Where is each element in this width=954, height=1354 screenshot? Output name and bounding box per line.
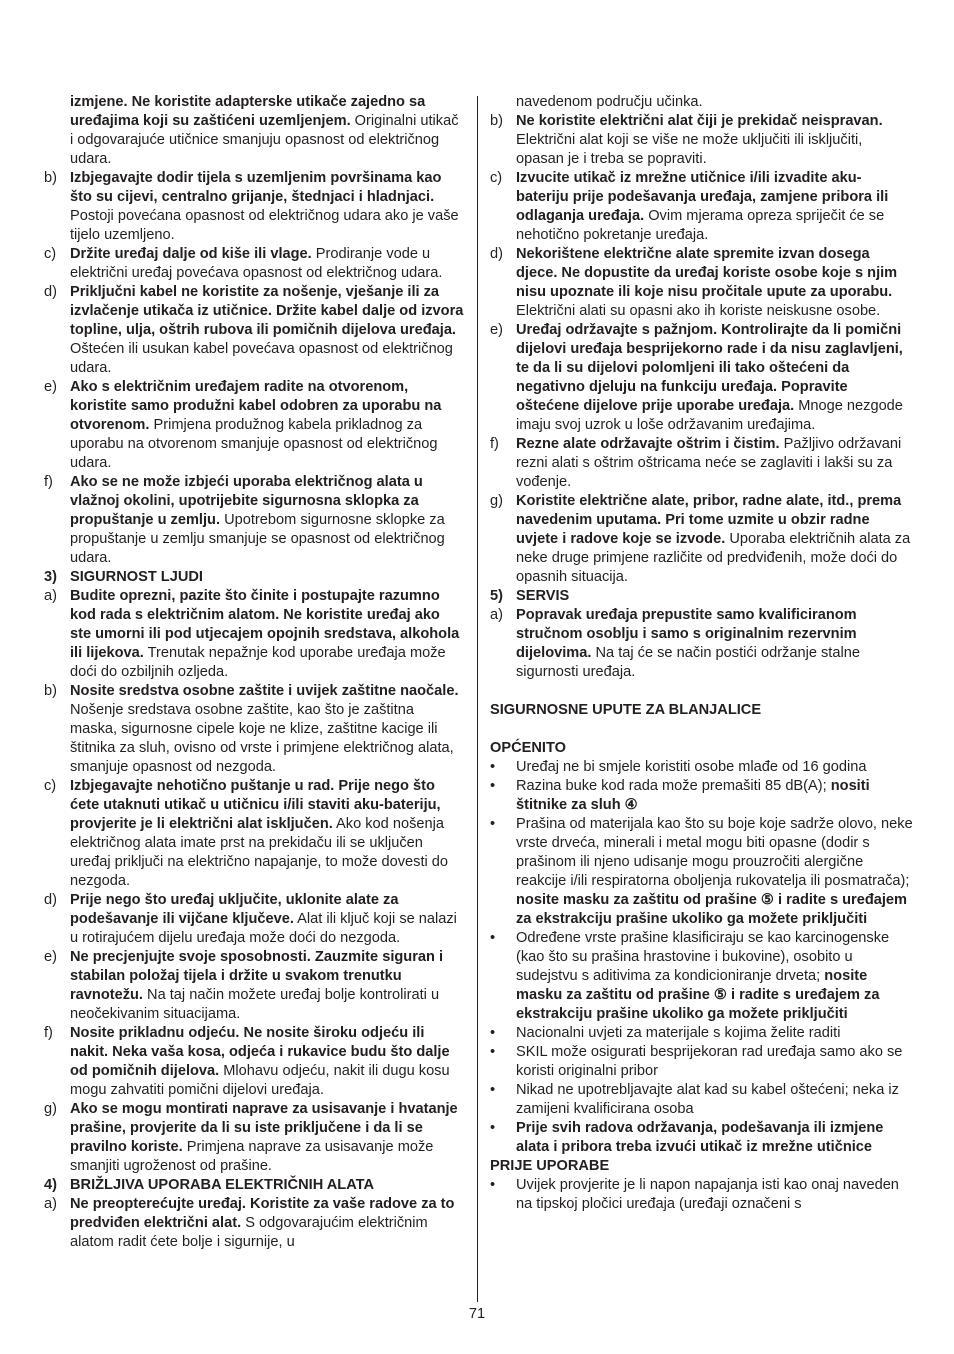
item-bold-text: Ne precjenjujte svoje sposobnosti. Zauzmite siguran i stabilan položaj tijela i držite u svakom trenutku ravnotežu. [70,949,444,1003]
item-text: Postoji povećana opasnost od električnog udara ako je vaše tijelo uzemljeno. [70,208,459,243]
item-bold-text: Nosite prikladnu odjeću. Ne nosite široku odjeću ili nakit. Neka vaša kosa, odjeća i rukavice budu što dalje od pomičnih dijelova. [70,1025,450,1079]
list-item [44,891,464,948]
item-marker: d) [44,284,57,300]
item-bold-text: Prije nego što uređaj uključite, uklonite alate za podešavanje ili vijčane ključeve. [70,892,399,927]
item-text: Alat ili ključ koji se nalazi u rotirajućem dijelu uređaja može doći do nezgoda. [70,911,457,946]
heading-text: SERVIS [516,588,570,604]
list-item [490,758,914,777]
list-item [44,169,464,245]
item-bold-text: Koristite električne alate, pribor, radne alate, itd., prema navedenim uputama. Pri tome uzmite u obzir radne uvjete i radove koje se izvode. [516,493,902,547]
subsection-heading [44,1176,464,1195]
list-item [44,1024,464,1100]
item-marker: • [490,1120,496,1136]
item-marker: c) [44,246,57,262]
list-item [44,948,464,1024]
item-bold-text: Držite uređaj dalje od kiše ili vlage. [70,246,312,262]
item-text: Električni alat koji se više ne može uključiti ili isključiti, opasan je i treba se popraviti. [516,132,863,167]
item-marker: g) [490,493,503,509]
list-item [44,93,464,169]
item-bold-text: Ne koristite električni alat čiji je prekidač neispravan. [516,113,883,129]
item-bold-text: nosite masku za zaštitu od prašine ⑤ i radite s uređajem za ekstrakciju prašine ukoliko ga možete priključiti [516,892,908,927]
item-marker: 5) [490,588,503,604]
spacer [490,720,914,739]
item-marker: f) [44,1025,53,1041]
item-marker: • [490,759,496,775]
list-item [44,1100,464,1176]
item-text: Upotrebom sigurnosne sklopke za propuštanje u zemlju smanjuje se opasnost od električnog udara. [70,512,445,566]
item-marker: d) [44,892,57,908]
item-text: Na taj će se način postići održanje stalne sigurnosti uređaja. [516,645,860,680]
list-item [490,492,914,587]
item-text: Pažljivo održavani rezni alati s oštrim oštricama neće se zaglaviti i lakši su za vođenje. [516,436,902,490]
subsection-heading [490,587,914,606]
item-bold-text: Popravak uređaja prepustite samo kvalificiranom stručnom osoblju i samo s originalnim rezervnim dijelovima. [516,607,857,661]
general-title: OPĆENITO [490,740,566,756]
item-marker: g) [44,1101,57,1117]
list-item [490,1176,914,1214]
item-bold-text: Ne preopterećujte uređaj. Koristite za vaše radove za to predviđen električni alat. [70,1196,455,1231]
list-item [490,929,914,1024]
item-text: Nošenje sredstava osobne zaštite, kao što je zaštitna maska, sigurnosne cipele koje ne klize, zaštitne kacige ili štitnika za sluh, ovisno od vrste i primjene električnog alata, smanjuje opasnost od nezgoda. [70,702,454,775]
list-item [490,169,914,245]
item-bold-text: Izvucite utikač iz mrežne utičnice i/ili izvadite aku-bateriju prije podešavanja uređaja, zamjene pribora ili odlaganja uređaja. [516,170,889,224]
item-marker: c) [44,778,57,794]
list-item [490,112,914,169]
item-marker: a) [490,607,503,623]
item-marker: b) [44,683,57,699]
item-marker: a) [44,1196,57,1212]
list-item [490,606,914,682]
item-text: Mlohavu odjeću, nakit ili dugu kosu mogu zahvatiti pomični dijelovi uređaja. [70,1063,450,1098]
item-text: Na taj način možete uređaj bolje kontrolirati u neočekivanim situacijama. [70,987,440,1022]
list-item [490,777,914,815]
item-marker: • [490,778,496,794]
item-bold-text: Izbjegavajte dodir tijela s uzemljenim površinama kao što su cijevi, centralno grijanje, štednjaci i hladnjaci. [70,170,442,205]
item-bold-text: nosite masku za zaštitu od prašine ⑤ i radite s uređajem za ekstrakciju prašine ukoliko ga možete priključiti [516,968,880,1022]
list-item [490,1119,914,1157]
list-item [490,1043,914,1081]
list-item [44,1195,464,1252]
item-text: navedenom području učinka. [516,94,703,110]
item-bold-text: Izbjegavajte nehotično puštanje u rad. Prije nego što ćete utaknuti utikač u utičnicu i/ili staviti aku-bateriju, provjerite je li električni alat isključen. [70,778,441,832]
list-item [44,378,464,473]
item-marker: e) [490,322,503,338]
page-number: 71 [468,1306,486,1322]
list-item [44,777,464,891]
item-bold-text: Ako se ne može izbjeći uporaba električnog alata u vlažnoj okolini, upotrijebite sigurnosna sklopka za propuštanje u zemlju. [70,474,423,528]
item-marker: • [490,1082,496,1098]
item-marker: b) [490,113,503,129]
item-marker: • [490,1044,496,1060]
item-marker: • [490,816,496,832]
item-marker: 3) [44,569,57,585]
column-divider [477,96,478,1302]
item-text: Trenutak nepažnje kod uporabe uređaja može doći do ozbiljnih ozljeda. [70,645,446,680]
tool-use-list [490,93,914,682]
item-text: Uvijek provjerite je li napon napajanja isti kao onaj naveden na tipskoj pločici uređaja (uređaji označeni s [516,1177,899,1212]
item-bold-text: izmjene. Ne koristite adapterske utikače zajedno sa uređajima koji su zaštićeni uzemljenjem. [70,94,426,129]
item-marker: • [490,930,496,946]
item-bold-text: Priključni kabel ne koristite za nošenje, vješanje ili za izvlačenje utikača iz utičnice. Držite kabel dalje od izvora topline, ulja, oštrih rubova ili pomičnih dijelova uređaja. [70,284,464,338]
item-bold-text: Uređaj održavajte s pažnjom. Kontrolirajte da li pomični dijelovi uređaja besprijekorno rade i da nisu zaglavljeni, te da li su dijelovi polomljeni ili tako oštećeni da negativno djeluju na funkciju uređaja. Popravite oštećene dijelove prije uporabe uređaja. [516,322,903,414]
item-bold-text: Nosite sredstva osobne zaštite i uvijek zaštitne naočale. [70,683,459,699]
item-text: Originalni utikač i odgovarajuće utičnice smanjuju opasnost od električnog udara. [70,113,459,167]
list-item [44,587,464,682]
item-marker: f) [490,436,499,452]
list-item [44,283,464,378]
heading-text: BRIŽLJIVA UPORABA ELEKTRIČNIH ALATA [70,1177,375,1193]
list-item [490,435,914,492]
item-text: Nacionalni uvjeti za materijale s kojima želite raditi [516,1025,841,1041]
item-bold-text: Nekorištene električne alate spremite izvan dosega djece. Ne dopustite da uređaj koriste osobe koje s njim nisu upoznate ili koje nisu pročitale upute za uporabu. [516,246,898,300]
list-item [490,321,914,435]
list-item [490,93,914,112]
item-marker: • [490,1177,496,1193]
item-text: Uporaba električnih alata za neke druge primjene različite od predviđenih, može doći do opasnih situacija. [516,531,911,585]
list-item [490,245,914,321]
item-marker: e) [44,949,57,965]
item-marker: f) [44,474,53,490]
item-text: S odgovarajućim električnim alatom radit ćete bolje i sigurnije, u [70,1215,428,1250]
item-text: Primjena naprave za usisavanje može smanjiti ugroženost od prašine. [70,1139,434,1174]
item-marker: e) [44,379,57,395]
item-bold-text: Rezne alate održavajte oštrim i čistim. [516,436,780,452]
list-item [44,245,464,283]
spacer [490,682,914,701]
item-marker: d) [490,246,503,262]
list-item [490,815,914,929]
item-text: Ako kod nošenja električnog alata imate prst na prekidaču ili se uključen uređaj priključi na električno napajanje, to može dovesti do nezgoda. [70,816,449,889]
item-text: Primjena produžnog kabela prikladnog za uporabu na otvorenom smanjuje opasnost od električnog udara. [70,417,438,471]
item-text: Mnoge nezgode imaju svoj uzrok u loše održavanim uređajima. [516,398,903,433]
item-text: Uređaj ne bi smjele koristiti osobe mlađe od 16 godina [516,759,867,775]
item-text: SKIL može osigurati besprijekoran rad uređaja samo ako se koristi originalni pribor [516,1044,903,1079]
item-text: Prašina od materijala kao što su boje koje sadrže olovo, neke vrste drveća, minerali i metal mogu biti opasne (dodir s prašinom ili njeno udisanje mogu prouzročiti alergične reakcije i/ili respiratorna oboljenja rukovatelja ili posmatrača); [516,816,913,889]
before-use-title: PRIJE UPORABE [490,1158,610,1174]
item-text: Električni alati su opasni ako ih koriste neiskusne osobe. [516,303,881,319]
item-bold-text: nositi štitnike za sluh ④ [516,778,870,813]
item-bold-text: Ako s električnim uređajem radite na otvorenom, koristite samo produžni kabel odobren za uporabu na otvorenom. [70,379,442,433]
section-title: SIGURNOSNE UPUTE ZA BLANJALICE [490,702,762,718]
list-item [490,1081,914,1119]
left-column [44,93,464,1252]
list-item [44,473,464,568]
right-column [490,93,914,1214]
item-text: Nikad ne upotrebljavajte alat kad su kabel oštećeni; neka iz zamijeni kvalificirana osoba [516,1082,899,1117]
item-text: Oštećen ili usukan kabel povećava opasnost od električnog udara. [70,341,453,376]
item-marker: 4) [44,1177,57,1193]
item-bold-text: Ako se mogu montirati naprave za usisavanje i hvatanje prašine, provjerite da li su iste priključene i da li se pravilno koriste. [70,1101,458,1155]
list-item [44,682,464,777]
item-marker: b) [44,170,57,186]
general-list [490,758,914,1157]
heading-text: SIGURNOST LJUDI [70,569,203,585]
before-use-list [490,1176,914,1214]
list-item [490,1024,914,1043]
item-bold-text: Prije svih radova održavanja, podešavanja ili izmjene alata i pribora treba izvući utikač iz mrežne utičnice [516,1120,884,1155]
item-bold-text: Budite oprezni, pazite što činite i postupajte razumno kod rada s električnim alatom. Ne koristite uređaj ako ste umorni ili pod utjecajem opojnih sredstava, alkohola ili lijekova. [70,588,460,661]
item-text: Ovim mjerama opreza spriječit će se nehotično pokretanje uređaja. [516,208,885,243]
subsection-heading [44,568,464,587]
item-marker: a) [44,588,57,604]
item-marker: c) [490,170,503,186]
item-text: Prodiranje vode u električni uređaj povećava opasnost od električnog udara. [70,246,443,281]
item-marker: • [490,1025,496,1041]
item-text: Razina buke kod rada može premašiti 85 dB(A); [516,778,831,794]
item-text: Određene vrste prašine klasificiraju se kao karcinogenske (kao što su prašina hrastovine i bukovine), osobito u sudejstvu s aditivima za kondicioniranje drveta; [516,930,890,984]
